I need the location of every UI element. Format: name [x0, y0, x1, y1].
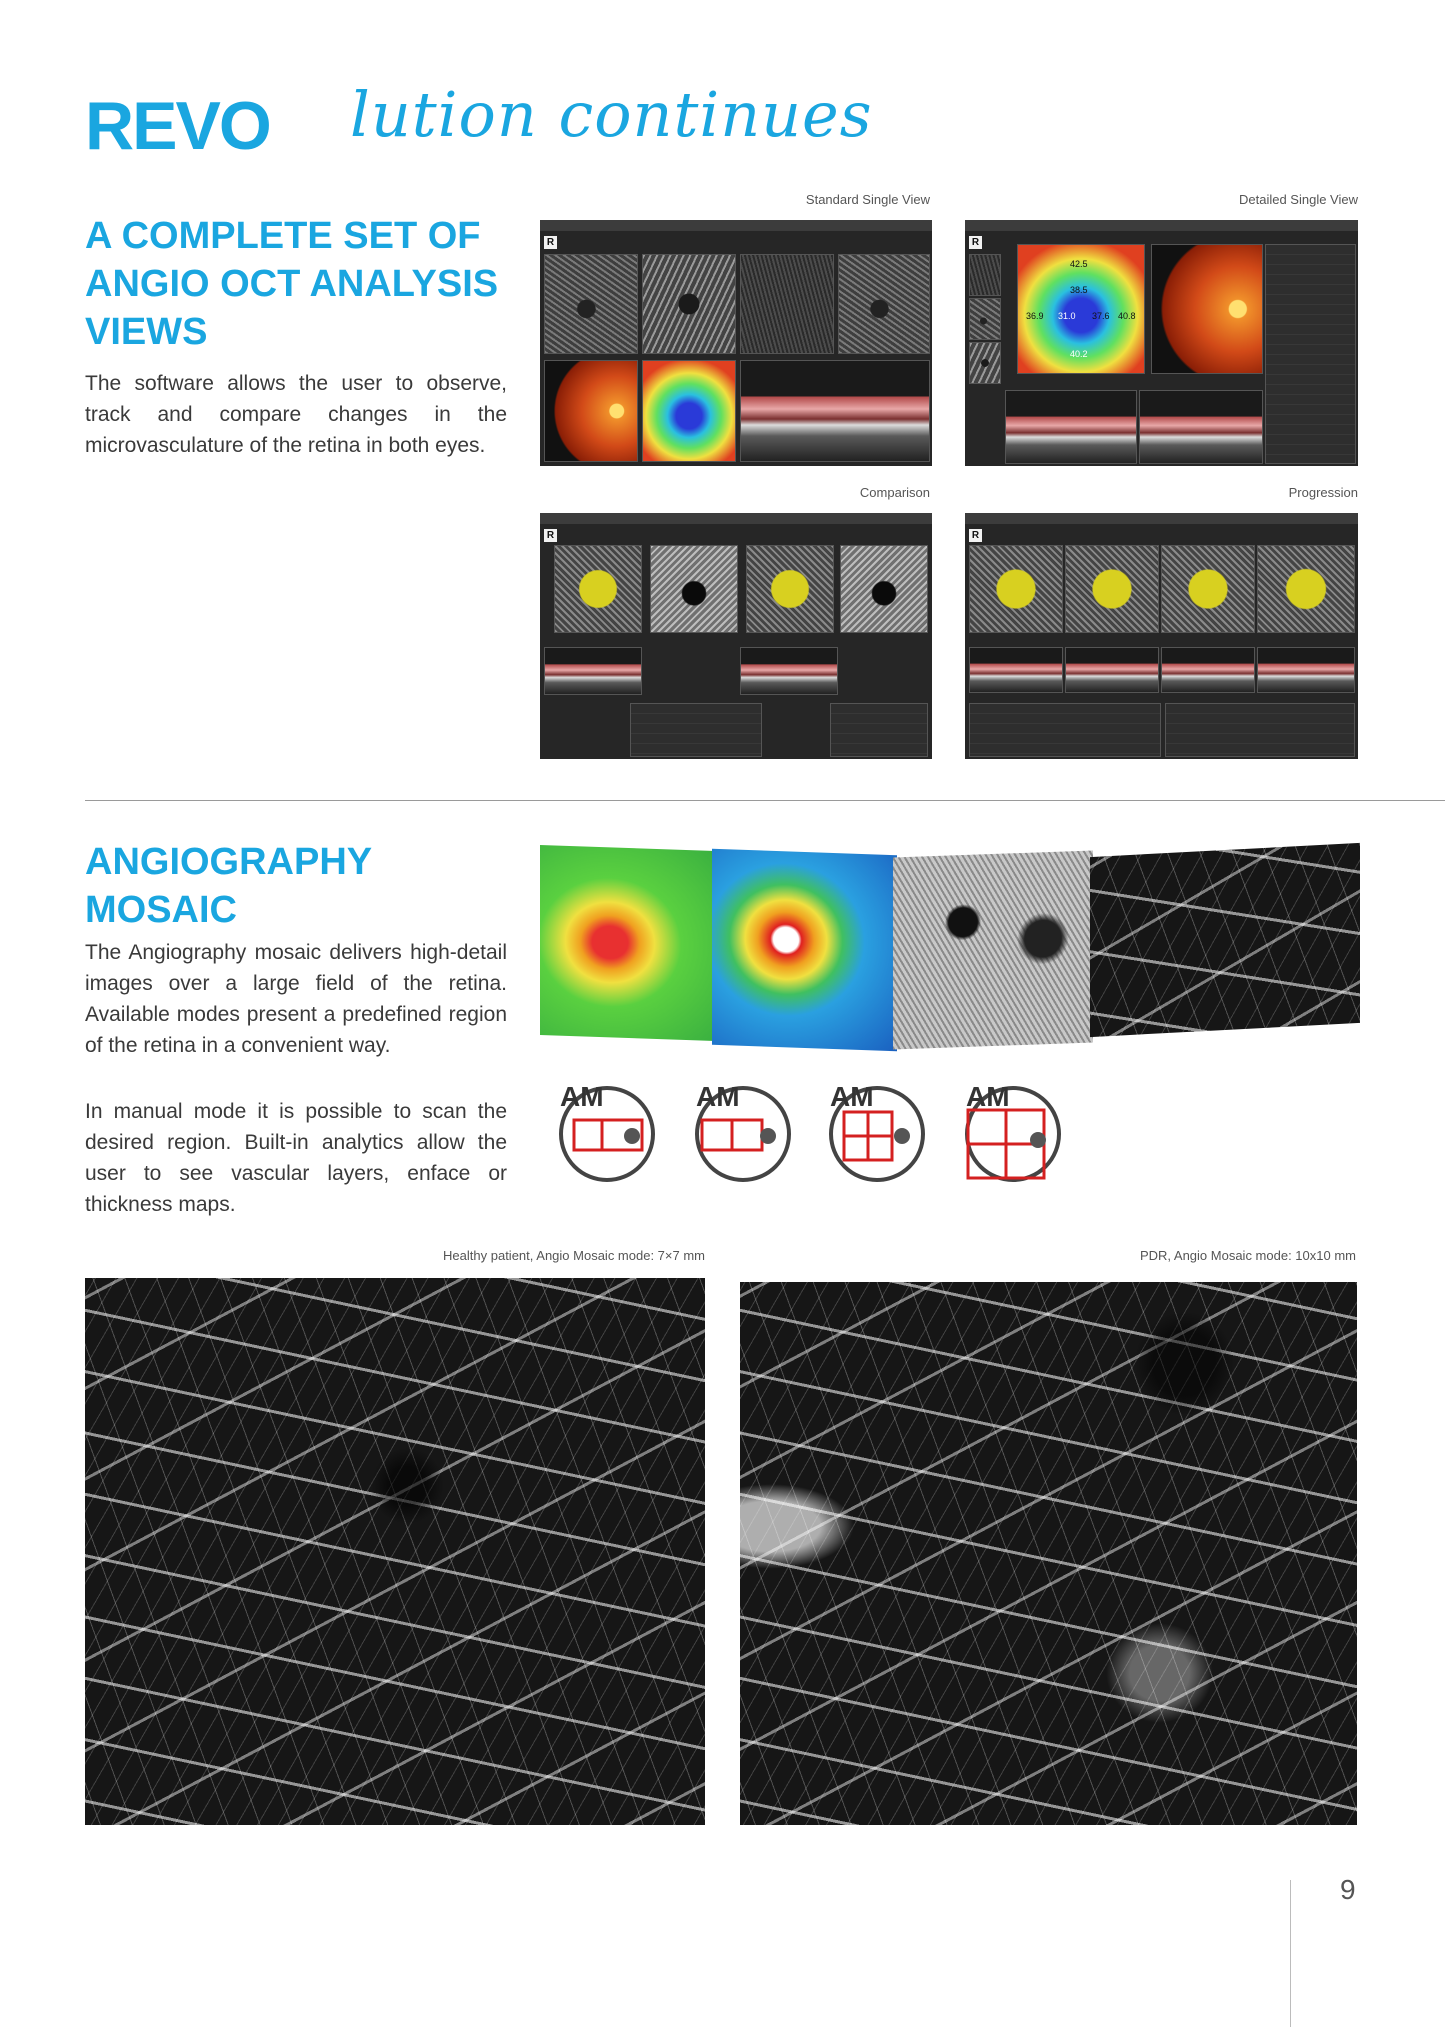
heat-value: 40.8 [1118, 311, 1136, 321]
section-divider [85, 800, 1445, 801]
app-tabbar [540, 513, 932, 524]
angio-image [746, 545, 834, 633]
section-body-mosaic-manual: In manual mode it is possible to scan the desired region. Built-in analytics allow the user to see vascular layers, enface or thickness maps. [85, 1100, 507, 1216]
app-tabbar [965, 220, 1358, 231]
caption-comparison-view: Comparison [859, 485, 930, 500]
am-label: AM [696, 1081, 740, 1112]
angio-image [1161, 545, 1255, 633]
fundus-image [544, 360, 638, 462]
page-number: 9 [1340, 1874, 1356, 1905]
metrics-table [830, 703, 928, 757]
angio-image [544, 254, 638, 354]
angio-image [740, 254, 834, 354]
healthy-angio-mosaic-image [85, 1278, 705, 1825]
heat-value: 42.5 [1070, 259, 1088, 269]
oct-bscan [969, 647, 1063, 693]
am-label: AM [560, 1081, 604, 1112]
eye-badge: R [544, 236, 557, 249]
oct-bscan [1139, 390, 1263, 464]
oct-bscan [544, 647, 642, 695]
eye-badge: R [544, 529, 557, 542]
title-line: VIEWS [85, 311, 208, 353]
eye-badge: R [969, 236, 982, 249]
page-number-rule [1290, 1880, 1291, 2027]
oct-bscan [1005, 390, 1137, 464]
app-tabbar [540, 220, 932, 231]
angio-image [840, 545, 928, 633]
screenshot-comparison-view [540, 513, 932, 759]
title-line: A COMPLETE SET OF [85, 215, 481, 257]
mosaic-heatmap [712, 849, 897, 1051]
heat-value: 37.6 [1092, 311, 1110, 321]
am-mode-icon-3 [820, 1080, 940, 1185]
oct-bscan [1065, 647, 1159, 693]
heat-value: 38.5 [1070, 285, 1088, 295]
mosaic-gray-enface [893, 851, 1093, 1050]
pdr-angio-mosaic-image [740, 1282, 1357, 1825]
heat-value: 36.9 [1026, 311, 1044, 321]
thumbnail [969, 342, 1001, 384]
title-line: ANGIO OCT ANALYSIS [85, 263, 499, 305]
screenshot-detailed-single-view [965, 220, 1358, 466]
angio-image [650, 545, 738, 633]
thumbnail [969, 298, 1001, 340]
oct-bscan [1257, 647, 1355, 693]
metrics-table [1165, 703, 1355, 757]
app-tabbar [965, 513, 1358, 524]
thumbnail [969, 254, 1001, 296]
oct-bscan [740, 647, 838, 695]
brand-tagline: lution continues [350, 78, 873, 151]
am-label: AM [966, 1081, 1010, 1112]
metrics-table [630, 703, 762, 757]
metrics-table [1265, 244, 1356, 464]
title-line: ANGIOGRAPHY [85, 841, 373, 883]
caption-progression-view: Progression [1288, 485, 1358, 500]
am-mode-icon-1 [550, 1080, 670, 1185]
screenshot-progression-view [965, 513, 1358, 759]
am-mode-icon-4 [956, 1080, 1076, 1185]
metrics-table [969, 703, 1161, 757]
heatmap-image [642, 360, 736, 462]
section-body-analysis-views: The software allows the user to observe, track and compare changes in the microvasculature of the retina in both eyes. [85, 372, 507, 457]
fundus-image [1151, 244, 1263, 374]
angio-image [1257, 545, 1355, 633]
screenshot-standard-single-view [540, 220, 932, 466]
heatmap-image [1017, 244, 1145, 374]
heat-value: 40.2 [1070, 349, 1088, 359]
brand-logo: REVO [85, 88, 270, 164]
heat-value: 31.0 [1058, 311, 1076, 321]
angio-image [554, 545, 642, 633]
am-mode-icon-2 [686, 1080, 806, 1185]
section-title-analysis-views [85, 212, 498, 356]
section-body-mosaic-intro: The Angiography mosaic delivers high-detail images over a large field of the retina. Available modes present a predefined region of the retina in a convenient way. [85, 941, 507, 1057]
section-title-angio-mosaic [85, 838, 372, 934]
oct-bscan [1161, 647, 1255, 693]
angio-image [969, 545, 1063, 633]
angio-image [838, 254, 930, 354]
caption-detailed-view: Detailed Single View [1239, 192, 1358, 207]
caption-healthy-mosaic: Healthy patient, Angio Mosaic mode: 7×7 mm [443, 1248, 705, 1263]
mosaic-thickness-map [540, 845, 715, 1041]
angio-image [642, 254, 736, 354]
mosaic-vessel-enface [1090, 843, 1360, 1037]
eye-badge: R [969, 529, 982, 542]
am-label: AM [830, 1081, 874, 1112]
oct-bscan [740, 360, 930, 462]
caption-pdr-mosaic: PDR, Angio Mosaic mode: 10x10 mm [1139, 1248, 1356, 1263]
angio-image [1065, 545, 1159, 633]
title-line: MOSAIC [85, 889, 237, 931]
caption-standard-view: Standard Single View [805, 192, 930, 207]
